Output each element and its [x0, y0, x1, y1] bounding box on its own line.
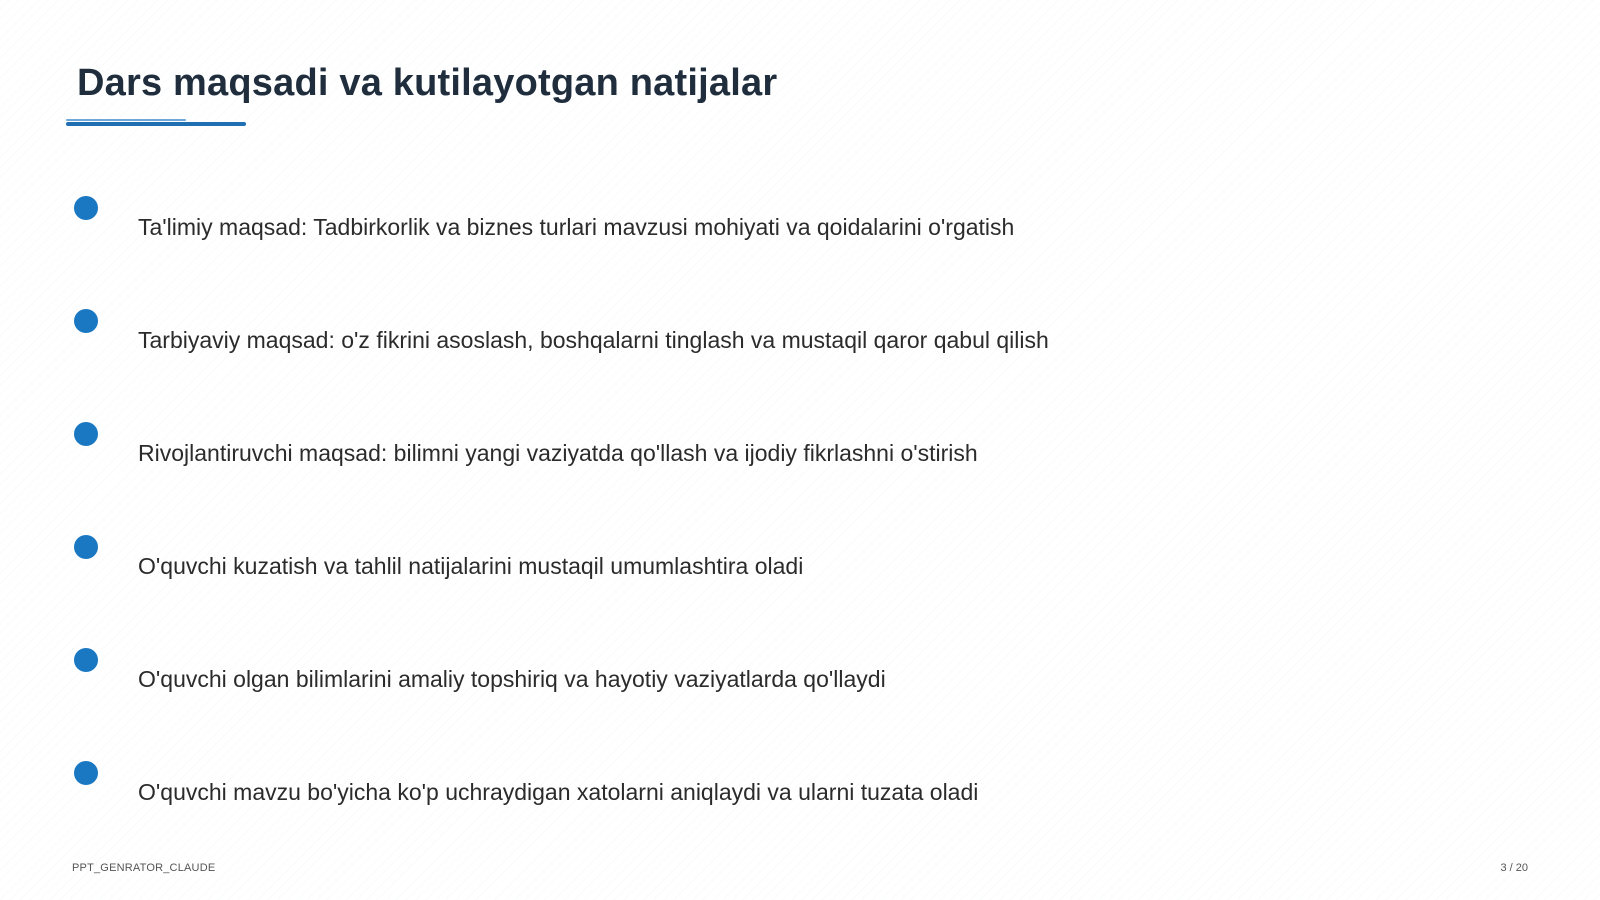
list-item — [0, 761, 1600, 841]
list-item — [0, 535, 1600, 615]
bullet-text: O'quvchi kuzatish va tahlil natijalarini mustaqil umumlashtira oladi — [138, 553, 804, 579]
bullet-dot-icon — [74, 648, 98, 672]
bullet-dot-icon — [74, 761, 98, 785]
bullet-text: O'quvchi olgan bilimlarini amaliy topshiriq va hayotiy vaziyatlarda qo'llaydi — [138, 666, 886, 692]
bullet-dot-icon — [74, 422, 98, 446]
bullet-text: O'quvchi mavzu bo'yicha ko'p uchraydigan xatolarni aniqlaydi va ularni tuzata oladi — [138, 779, 979, 805]
bullet-text: Ta'limiy maqsad: Tadbirkorlik va biznes turlari mavzusi mohiyati va qoidalarini o'rgatish — [138, 214, 1015, 240]
page-indicator: 3 / 20 — [1500, 862, 1528, 874]
list-item — [0, 422, 1600, 502]
bullet-dot-icon — [74, 535, 98, 559]
bullet-dot-icon — [74, 196, 98, 220]
list-item — [0, 648, 1600, 728]
bullet-text: Tarbiyaviy maqsad: o'z fikrini asoslash, boshqalarni tinglash va mustaqil qaror qabul qilish — [138, 327, 1049, 353]
footer-label: PPT_GENRATOR_CLAUDE — [72, 862, 216, 874]
slide-title: Dars maqsadi va kutilayotgan natijalar — [77, 62, 778, 104]
list-item — [0, 196, 1600, 276]
list-item — [0, 309, 1600, 389]
bullet-text: Rivojlantiruvchi maqsad: bilimni yangi vaziyatda qo'llash va ijodiy fikrlashni o'stirish — [138, 440, 978, 466]
bullet-dot-icon — [74, 309, 98, 333]
